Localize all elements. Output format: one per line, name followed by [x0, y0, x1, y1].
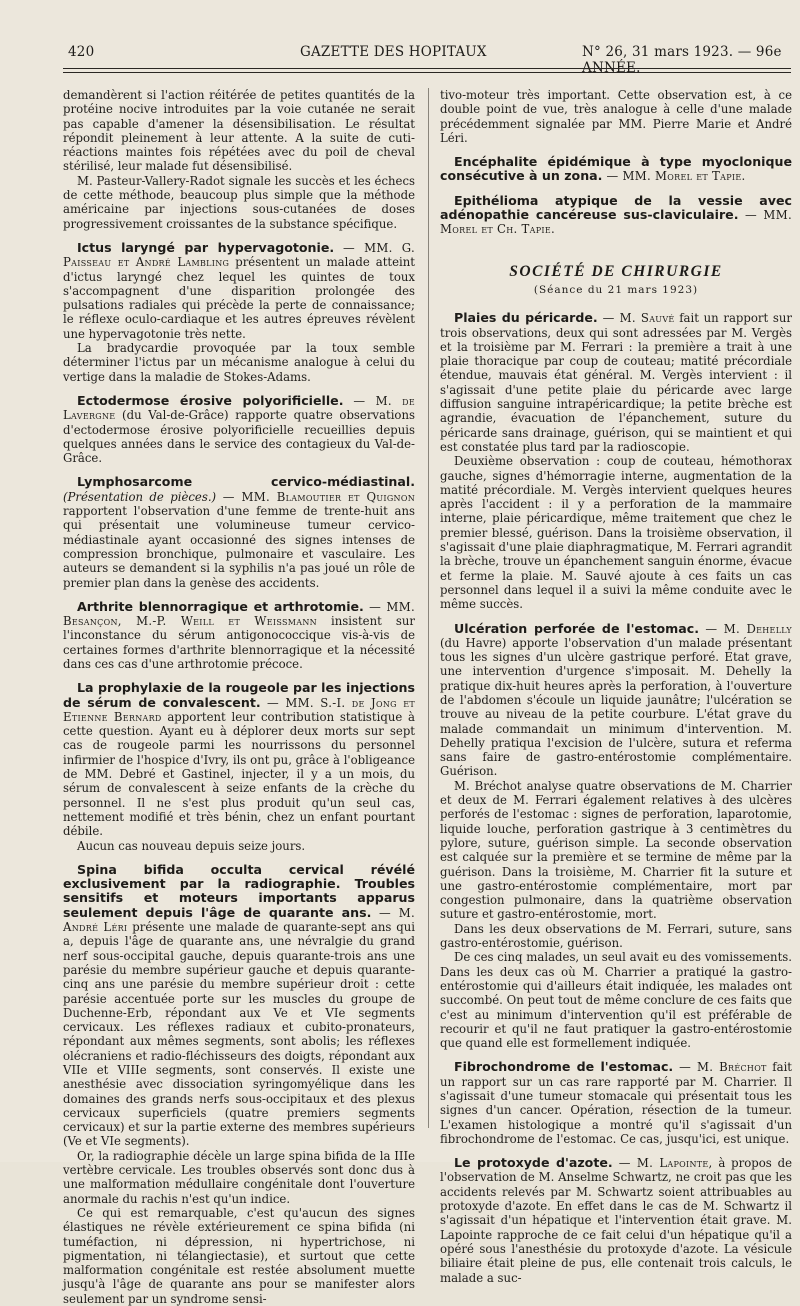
article-text: présentent un malade atteint d'ictus laryngé chez lequel les quintes de toux s'accompagnent d'une disparition prolongée des pulsations radiales qui précède la perte de connaissance; le réflexe oculo-cardiaque et les autres épreuves révèlent une hypervagotonie très nette. — [63, 255, 415, 341]
paragraph: demandèrent si l'action réitérée de petites quantités de la protéine nocive introduites par la voie cutanée ne serait pas capable d'amener la désensibilisation. Le résultat répondit pleinement à leur attente. A la suite de cuti-réactions maintes fois répétées avec du poil de cheval stérilisé, leur malade fut désensibilisé. — [63, 88, 415, 174]
article-arthrite — [63, 600, 415, 671]
section-subtitle: (Séance du 21 mars 1923) — [533, 283, 699, 296]
article-text: (du Havre) apporte l'observation d'un malade présentant tous les signes d'un ulcère gastrique perforé. Etat grave, une intervention d'urgence s'imposait. M. Dehelly la pratique dix-huit heures après la perforation, à l'ouverture de l'abdomen s'écoule un liquide jaunâtre; l'ulcération se trouve au niveau de la petite courbure. L'état grave du malade commandait un minimum d'intervention. M. Dehelly pratiqua l'excision de l'ulcère, sutura et referma sans faire de gastro-entérostomie complémentaire. Guérison. — [440, 635, 792, 779]
article-text: présente une malade de quarante-sept ans qui a, depuis l'âge de quarante ans, une névralgie du grand nerf sous-occipital gauche, depuis quarante-trois ans une parésie du membre supérieur gauche et depuis quarante-cinq ans une parésie du membre supérieur droit : cette parésie accentuée porte sur les muscles du groupe de Duchenne-Erb, répondant aux Ve et VIe segments cervicaux. Les réflexes radiaux et cubito-pronateurs, répondant aux mêmes segments, sont abolis; les réflexes olécraniens et radio-fléchisseurs des doigts, répondant aux VIIe et VIIIe segments, sont conservés. Il existe une anesthésie avec dissociation syringomyélique dans les domaines des grands nerfs sous-occipitaux et des plexus cervicaux superficiels (quatre premiers segments cervicaux) et sur la partie externe des membres supérieurs (Ve et VIe segments). — [63, 920, 416, 1149]
paragraph: Dans les deux observations de M. Ferrari, suture, sans gastro-entérostomie, guérison. — [440, 921, 792, 951]
article-text: rapportent l'observation d'une femme de trente-huit ans qui présentait une volumineuse tumeur cervico-médiastinale ayant occasionné des signes intenses de compression bronchique, pulmonaire et vasculaire. Les auteurs se demandent si la syphilis n'a pas joué un rôle de premier plan dans la genèse des accidents. — [63, 504, 415, 590]
article-title: Le protoxyde d'azote. — [454, 1155, 613, 1171]
article-text: insistent sur l'inconstance du sérum antigonococcique vis-à-vis de certaines formes d'arthrite blennorragique et la nécessité dans ces cas d'une arthrotomie précoce. — [63, 614, 415, 671]
article-title: Ulcération perforée de l'estomac. — [454, 620, 700, 636]
article-epithelioma — [440, 194, 792, 237]
article-ectodermose — [63, 394, 415, 465]
article-authors: — MM. S.-I. de Jong et Etienne Bernard — [63, 695, 415, 724]
article-authors: — M. de Lavergne — [63, 393, 416, 423]
article-title: Encéphalite épidémique à type myoclonique consécutive à un zona. — [440, 154, 792, 184]
header-rule — [63, 68, 791, 69]
paragraph: Ce qui est remarquable, c'est qu'aucun des signes élastiques ne révèle extérieurement ce spina bifida (ni tuméfaction, ni dépression, ni hypertrichose, ni pigmentation, ni télangiectasie), et surtout que cette malformation congénitale est restée absolument muette jusqu'à l'âge de quarante ans pour se manifester alors seulement par un syndrome sensi- — [63, 1205, 415, 1306]
column-divider — [428, 88, 429, 1128]
article-text: à propos de l'observation de M. Anselme Schwartz, ne croit pas que les accidents relevés par M. Schwartz soient attribuables au protoxyde d'azote. En effet dans le cas de M. Schwartz il s'agissait d'un hépatique et l'intervention était grave. M. Lapointe rapproche de ce fait celui d'un hépatique qu'il a opéré sous l'anesthésie du protoxyde d'azote. La vésicule biliaire était pleine de pus, elle contenait trois calculs, le malade a suc- — [440, 1156, 792, 1285]
article-authors: — M. Sauvé — [597, 311, 675, 326]
article-title: Ictus laryngé par hypervagotonie. — [77, 239, 335, 255]
article-title: Spina bifida occulta cervical révélé exclusivement par la radiographie. Troubles sensitifs et moteurs importants apparus seulement depuis l'âge de quarante ans. — [63, 861, 415, 920]
article-title: Plaies du péricarde. — [454, 310, 598, 326]
paragraph: M. Bréchot analyse quatre observations de M. Charrier et deux de M. Ferrari également relatives à des ulcères perforés de l'estomac : signes de perforation, laparotomie, liquide louche, perforation gastrique à 3 centimètres du pylore, suture, guérison simple. La seconde observation est calquée sur la première et se termine de même par la guérison. Dans la troisième, M. Charrier fit la suture et une gastro-entérostomie complémentaire, mort par congestion pulmonaire, dans la quatrième observation suture et gastro-entérostomie, mort. — [440, 778, 792, 922]
article-lymphosarcome — [63, 475, 415, 589]
page-number: 420 — [68, 44, 95, 60]
paragraph: tivo-moteur très important. Cette observation est, à ce double point de vue, très analogue à celle d'une malade précédemment signalée par MM. Pierre Marie et André Léri. — [440, 88, 792, 145]
paragraph: La bradycardie provoquée par la toux semble déterminer l'ictus par un mécanisme analogue à celui du vertige dans la maladie de Stokes-Adams. — [63, 341, 415, 384]
article-authors: — M. Lapointe, — [612, 1156, 713, 1171]
article-spina-bifida — [63, 863, 415, 1149]
article-authors: — M. Bréchot — [673, 1060, 767, 1075]
article-pericarde — [440, 311, 792, 454]
article-title: Arthrite blennorragique et arthrotomie. — [77, 598, 364, 614]
article-authors: — MM. Besançon, M.-P. Weill et Weissmann — [63, 599, 415, 629]
article-title: Epithélioma atypique de la vessie avec adénopathie cancéreuse sus-claviculaire. — [440, 192, 792, 223]
article-encephalite — [440, 155, 792, 184]
article-fibrochondrome — [440, 1060, 792, 1146]
article-title: Ectodermose érosive polyorificielle. — [77, 392, 344, 408]
article-authors: — MM. Morel et Ch. Tapie. — [440, 208, 792, 237]
article-rougeole — [63, 681, 415, 838]
article-title: Lymphosarcome cervico-médiastinal. — [77, 474, 415, 490]
article-authors: — MM. G. Paisseau et André Lambling — [63, 240, 415, 270]
article-note: (Présentation de pièces.) — [63, 489, 217, 504]
article-text: (du Val-de-Grâce) rapporte quatre observations d'ectodermose érosive polyorificielle recueillies depuis quelques années dans le service des contagieux du Val-de-Grâce. — [63, 408, 415, 466]
article-title: Fibrochondrome de l'estomac. — [454, 1059, 674, 1075]
paragraph: De ces cinq malades, un seul avait eu des vomissements. Dans les deux cas où M. Charrier a pratiqué la gastro-entérostomie qui d'ailleurs était indiquée, les malades ont succombé. On peut tout de même conclure de ces faits que c'est au minimum d'intervention qu'il est préférable de recourir et qu'il ne faut pratiquer la gastro-entérostomie que quand elle est formellement indiquée. — [440, 950, 792, 1051]
article-protoxyde — [440, 1156, 792, 1285]
article-title: La prophylaxie de la rougeole par les injections de sérum de convalescent. — [63, 680, 415, 710]
article-ulceration — [440, 622, 792, 779]
article-authors: — M. André Léri — [63, 905, 415, 935]
issue-info: N° 26, 31 mars 1923. — 96e ANNÉE. — [582, 44, 782, 76]
article-authors: — M. Dehelly — [699, 621, 792, 636]
journal-title: GAZETTE DES HOPITAUX — [300, 44, 487, 60]
left-column — [63, 88, 415, 1306]
article-ictus — [63, 241, 415, 341]
article-authors: — MM. Morel et Tapie. — [602, 169, 746, 184]
header-rule-2 — [63, 72, 791, 73]
paragraph: Deuxième observation : coup de couteau, hémothorax gauche, signes d'hémorragie interne, augmentation de la matité précordiale. M. Vergès intervient quelques heures après l'accident : il y a perforation de la mammaire interne, plaie péricardique, même traitement que chez le premier blessé, guérison. Dans la troisième observation, il s'agissait d'une plaie diaphragmatique, M. Ferrari agrandit la brèche, trouve un épanchement sanguin énorme, évacue et ferme la plaie. M. Sauvé ajoute à ces faits un cas personnel dans lequel il a suivi la même conduite avec le même succès. — [440, 454, 792, 612]
paragraph: M. Pasteur-Vallery-Radot signale les succès et les échecs de cette méthode, beaucoup plus simple que la méthode américaine par injections sous-cutanées de doses progressivement croissantes de la substance spécifique. — [63, 173, 415, 231]
section-title: SOCIÉTÉ DE CHIRURGIE — [509, 262, 723, 280]
paragraph: Or, la radiographie décèle un large spina bifida de la IIIe vertèbre cervicale. Les troubles observés sont donc dus à une malformation médullaire congénitale dont l'ouverture anormale du rachis n'est qu'un indice. — [63, 1148, 415, 1206]
article-text: apportent leur contribution statistique à cette question. Ayant eu à déplorer deux morts sur sept cas de rougeole parmi les nourrissons du personnel infirmier de l'hospice d'Ivry, ils ont pu, grâce à l'obligeance de MM. Debré et Gastinel, injecter, il y a un mois, du sérum de convalescent à seize enfants de la crèche du personnel. Il ne s'est plus produit qu'un seul cas, nettement modifié et très bénin, chez un enfant pourtant débile. — [63, 709, 415, 839]
paragraph: Aucun cas nouveau depuis seize jours. — [77, 838, 306, 853]
article-text: fait un rapport sur un cas rare rapporté par M. Charrier. Il s'agissait d'une tumeur stomacale qui présentait tous les signes d'un cancer. Opération, résection de la tumeur. L'examen histologique a montré qu'il s'agissait d'un fibrochondrome de l'estomac. Ce cas, jusqu'ici, est unique. — [440, 1060, 793, 1146]
article-text: fait un rapport sur trois observations, deux qui sont adressées par M. Vergès et la troisième par M. Ferrari : la première a trait à une plaie thoracique par coup de couteau; matité précordiale étendue, mauvais état général. M. Vergès intervient : il s'agissait d'une petite plaie du péricarde avec large diffusion sanguine intrapéricardique; la petite brèche est agrandie, évacuation de l'épanchement, suture du péricarde sans drainage, guérison, qui se maintient et qui est constatée plus tard par la radioscopie. — [440, 311, 793, 454]
article-authors: — MM. Blamoutier et Quignon — [216, 489, 415, 504]
right-column — [440, 88, 792, 1285]
